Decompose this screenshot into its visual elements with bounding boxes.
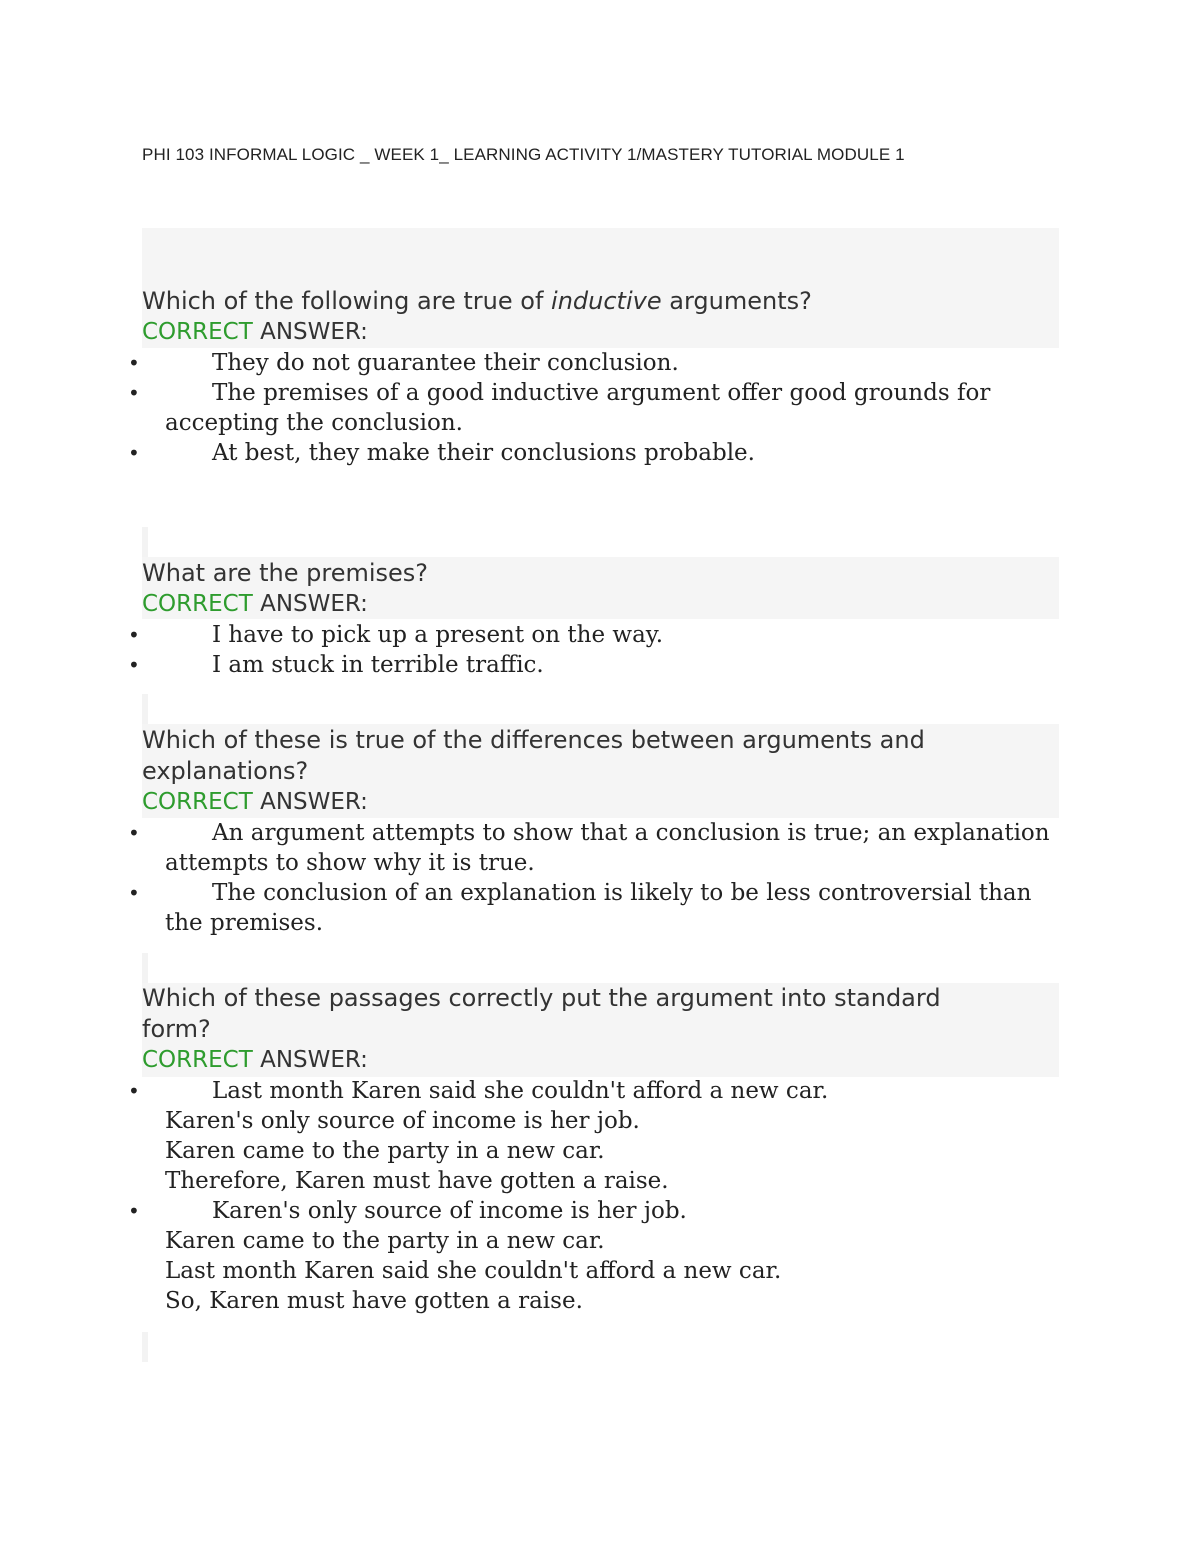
answer-word: ANSWER: bbox=[260, 1047, 368, 1073]
answer-line: Karen's only source of income is her job. bbox=[212, 1198, 687, 1224]
answer-line: the premises. bbox=[165, 910, 324, 936]
answer-list bbox=[0, 818, 1060, 938]
answer-item bbox=[0, 878, 1060, 938]
question-3 bbox=[142, 725, 1052, 818]
answer-item bbox=[0, 1196, 1060, 1316]
answer-line: attempts to show why it is true. bbox=[165, 850, 535, 876]
answer-line: Last month Karen said she couldn't afford a new car. bbox=[165, 1258, 782, 1284]
question-text: explanations? bbox=[142, 757, 309, 785]
question-text: Which of the following are true of bbox=[142, 287, 552, 315]
correct-word: CORRECT bbox=[142, 1047, 253, 1073]
answer-list bbox=[0, 620, 1060, 680]
answer-item bbox=[0, 1076, 1060, 1196]
bullet-icon: • bbox=[128, 1079, 140, 1103]
divider bbox=[142, 527, 148, 557]
question-4 bbox=[142, 983, 1052, 1076]
answer-word: ANSWER: bbox=[260, 591, 368, 617]
correct-answer-label bbox=[142, 787, 1052, 818]
question-text: What are the premises? bbox=[142, 559, 429, 587]
answer-line: Karen came to the party in a new car. bbox=[165, 1228, 605, 1254]
answer-line: Karen's only source of income is her job. bbox=[165, 1108, 640, 1134]
answer-line: Karen came to the party in a new car. bbox=[165, 1138, 605, 1164]
divider bbox=[142, 953, 148, 983]
answer-line: At best, they make their conclusions probable. bbox=[212, 440, 755, 466]
answer-line: An argument attempts to show that a conclusion is true; an explanation bbox=[212, 820, 1050, 846]
answer-line: Last month Karen said she couldn't afford a new car. bbox=[212, 1078, 829, 1104]
answer-item bbox=[0, 818, 1060, 878]
answer-line: They do not guarantee their conclusion. bbox=[212, 350, 679, 376]
answer-line: accepting the conclusion. bbox=[165, 410, 463, 436]
question-text: Which of these passages correctly put the argument into standard bbox=[142, 984, 941, 1012]
question-text-italic: inductive bbox=[551, 287, 662, 315]
answer-word: ANSWER: bbox=[260, 319, 368, 345]
answer-item bbox=[0, 650, 1060, 680]
answer-list bbox=[0, 1076, 1060, 1316]
question-1 bbox=[142, 286, 1052, 348]
correct-answer-label bbox=[142, 589, 1052, 620]
bullet-icon: • bbox=[128, 653, 140, 677]
correct-answer-label bbox=[142, 317, 1052, 348]
document-header: PHI 103 INFORMAL LOGIC _ WEEK 1_ LEARNING ACTIVITY 1/MASTERY TUTORIAL MODULE 1 bbox=[142, 145, 905, 164]
answer-line: The conclusion of an explanation is likely to be less controversial than bbox=[212, 880, 1032, 906]
answer-list bbox=[0, 348, 1060, 468]
answer-item bbox=[0, 378, 1060, 438]
answer-line: I have to pick up a present on the way. bbox=[212, 622, 664, 648]
correct-word: CORRECT bbox=[142, 789, 253, 815]
bullet-icon: • bbox=[128, 441, 140, 465]
answer-word: ANSWER: bbox=[260, 789, 368, 815]
answer-item bbox=[0, 348, 1060, 378]
bullet-icon: • bbox=[128, 1199, 140, 1223]
answer-item bbox=[0, 620, 1060, 650]
answer-item bbox=[0, 438, 1060, 468]
answer-line: I am stuck in terrible traffic. bbox=[212, 652, 544, 678]
question-text: Which of these is true of the differences between arguments and bbox=[142, 726, 925, 754]
correct-answer-label bbox=[142, 1045, 1052, 1076]
bullet-icon: • bbox=[128, 821, 140, 845]
bullet-icon: • bbox=[128, 623, 140, 647]
correct-word: CORRECT bbox=[142, 591, 253, 617]
question-text: arguments? bbox=[661, 287, 812, 315]
correct-word: CORRECT bbox=[142, 319, 253, 345]
bullet-icon: • bbox=[128, 381, 140, 405]
answer-line: Therefore, Karen must have gotten a raise. bbox=[165, 1168, 669, 1194]
answer-line: The premises of a good inductive argument offer good grounds for bbox=[212, 380, 991, 406]
divider bbox=[142, 694, 148, 724]
divider bbox=[142, 1332, 148, 1362]
question-2 bbox=[142, 558, 1052, 620]
question-text: form? bbox=[142, 1015, 211, 1043]
answer-line: So, Karen must have gotten a raise. bbox=[165, 1288, 583, 1314]
bullet-icon: • bbox=[128, 351, 140, 375]
bullet-icon: • bbox=[128, 881, 140, 905]
